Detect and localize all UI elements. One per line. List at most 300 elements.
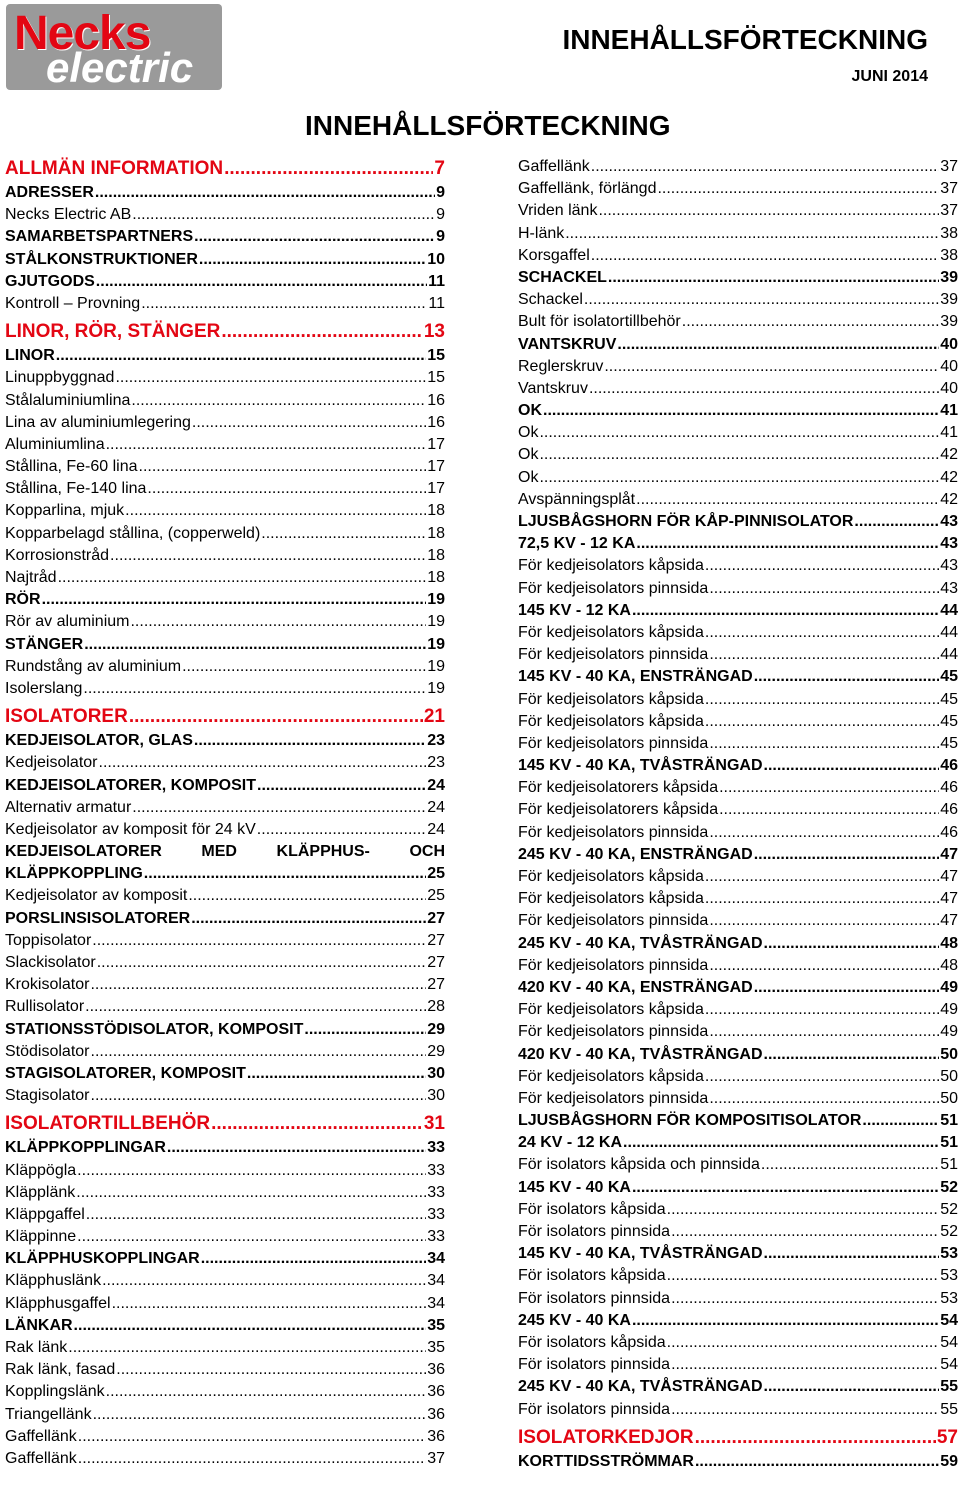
toc-section-entry[interactable] <box>518 1310 958 1332</box>
toc-section-entry[interactable] <box>5 634 445 656</box>
toc-dot-leader <box>709 733 939 755</box>
toc-page-number: 24 <box>427 798 445 816</box>
toc-page-number: 45 <box>940 690 958 708</box>
toc-dot-leader <box>106 1381 427 1403</box>
toc-chapter-entry[interactable] <box>5 155 445 182</box>
toc-entry-title: ADRESSER <box>5 184 94 201</box>
toc-entry[interactable] <box>5 819 445 841</box>
toc-page-number: 30 <box>427 1087 445 1105</box>
toc-page-number: 38 <box>940 224 958 242</box>
toc-dot-leader <box>705 888 939 910</box>
toc-entry[interactable] <box>5 523 445 545</box>
toc-entry-title: STATIONSSTÖDISOLATOR, KOMPOSIT <box>5 1020 304 1038</box>
toc-page-number: 54 <box>940 1356 958 1374</box>
toc-page-number: 57 <box>936 1426 958 1448</box>
toc-dot-leader <box>86 1204 426 1226</box>
toc-entry[interactable] <box>518 866 958 888</box>
toc-section-entry[interactable] <box>5 182 445 204</box>
toc-dot-leader <box>705 1066 939 1088</box>
toc-dot-leader <box>147 478 426 500</box>
toc-entry[interactable] <box>5 1426 445 1448</box>
toc-dot-leader <box>565 223 939 245</box>
toc-entry-title: 145 KV - 40 KA, TVÅSTRÄNGAD <box>518 757 763 775</box>
toc-dot-leader <box>584 289 939 311</box>
toc-dot-leader <box>99 752 427 774</box>
toc-entry-title: GJUTGODS <box>5 272 95 290</box>
toc-entry-title: STÅLKONSTRUKTIONER <box>5 250 198 268</box>
toc-page-number: 45 <box>940 712 958 730</box>
toc-entry-title: 145 KV - 12 KA <box>518 601 631 619</box>
toc-entry[interactable] <box>5 996 445 1018</box>
toc-entry-title: SAMARBETSPARTNERS <box>5 228 194 246</box>
toc-page-number: 19 <box>427 657 445 675</box>
toc-section-entry[interactable] <box>518 1376 958 1398</box>
toc-page-number: 37 <box>427 1449 445 1467</box>
toc-entry-title: Kläpphuslänk <box>5 1272 102 1290</box>
toc-dot-leader <box>764 933 940 955</box>
toc-entry-title: För kedjeisolators pinnsida <box>518 823 709 841</box>
toc-entry-title: För kedjeisolators kåpsida <box>518 890 704 908</box>
toc-entry[interactable] <box>518 955 958 977</box>
toc-entry[interactable] <box>518 356 958 378</box>
toc-entry-title: Kedjeisolator av komposit <box>5 887 188 905</box>
toc-entry[interactable] <box>518 622 958 644</box>
toc-page-number: 48 <box>940 956 958 974</box>
toc-section-entry[interactable] <box>5 1019 445 1041</box>
toc-dot-leader <box>754 844 939 866</box>
toc-entry[interactable] <box>518 999 958 1021</box>
toc-dot-leader <box>83 678 426 700</box>
toc-chapter-entry[interactable] <box>5 703 445 730</box>
toc-entry-title: 145 KV - 40 KA <box>518 1178 631 1196</box>
toc-dot-leader <box>139 456 427 478</box>
toc-dot-leader <box>539 444 939 466</box>
toc-entry-title: OK <box>518 402 542 420</box>
toc-entry[interactable] <box>518 489 958 511</box>
toc-entry[interactable] <box>518 733 958 755</box>
toc-section-entry[interactable] <box>5 863 445 885</box>
toc-entry[interactable] <box>5 1448 445 1470</box>
toc-entry[interactable] <box>518 578 958 600</box>
toc-dot-leader <box>598 200 939 222</box>
toc-dot-leader <box>115 367 426 389</box>
toc-page-number: 19 <box>427 591 445 609</box>
toc-dot-leader <box>671 1399 939 1421</box>
toc-page-number: 24 <box>427 776 445 794</box>
toc-dot-leader <box>90 974 426 996</box>
toc-entry-title: 145 KV - 40 KA, ENSTRÄNGAD <box>518 668 753 686</box>
toc-section-entry[interactable] <box>518 1451 958 1473</box>
toc-entry[interactable] <box>5 1226 445 1248</box>
toc-entry[interactable] <box>5 412 445 434</box>
toc-entry-title: Najtråd <box>5 569 57 586</box>
toc-section-entry[interactable] <box>518 933 958 955</box>
toc-entry[interactable] <box>5 1337 445 1359</box>
toc-entry-title: Isolerslang <box>5 679 83 697</box>
toc-entry-title: Linuppbyggnad <box>5 369 115 387</box>
toc-page-number: 39 <box>940 291 958 309</box>
toc-dot-leader <box>182 656 426 678</box>
toc-entry[interactable] <box>5 1204 445 1226</box>
toc-entry-title: Kläppgaffel <box>5 1205 85 1223</box>
toc-dot-leader <box>705 622 939 644</box>
toc-entry-title: RÖR <box>5 591 41 609</box>
toc-entry-title: 245 KV - 40 KA, TVÅSTRÄNGAD <box>518 1378 763 1396</box>
toc-entry-title: Kläppinne <box>5 1228 77 1246</box>
toc-page-number: 30 <box>427 1064 445 1082</box>
logo-text-necks: Necks <box>14 7 151 60</box>
toc-dot-leader <box>112 1293 427 1315</box>
toc-entry-title: För kedjeisolators kåpsida <box>518 1001 704 1019</box>
toc-page-number: 10 <box>427 250 445 268</box>
toc-entry[interactable] <box>5 952 445 974</box>
toc-entry[interactable] <box>5 1041 445 1063</box>
toc-page-number: 50 <box>940 1067 958 1085</box>
toc-dot-leader <box>709 910 939 932</box>
toc-entry[interactable] <box>5 390 445 412</box>
toc-entry[interactable] <box>5 752 445 774</box>
toc-page-number: 9 <box>436 228 445 246</box>
toc-dot-leader <box>695 1424 936 1451</box>
toc-entry-title: För kedjeisolators pinnsida <box>518 579 709 597</box>
toc-dot-leader <box>97 952 427 974</box>
toc-page-number: 51 <box>940 1156 958 1174</box>
toc-entry-title: KLÄPPKOPPLING <box>5 865 143 883</box>
toc-entry-title: KEDJEISOLATORER, KOMPOSIT <box>5 776 256 794</box>
toc-entry[interactable] <box>5 656 445 678</box>
toc-dot-leader <box>211 1110 423 1137</box>
toc-entry[interactable] <box>518 1221 958 1243</box>
toc-entry-title: VANTSKRUV <box>518 335 617 353</box>
toc-dot-leader <box>194 730 426 752</box>
toc-page-number: 47 <box>940 890 958 908</box>
toc-entry-title: Necks Electric AB <box>5 206 132 224</box>
toc-page-number: 18 <box>427 502 445 520</box>
toc-page-number: 17 <box>427 480 445 498</box>
toc-entry[interactable] <box>5 797 445 819</box>
toc-entry[interactable] <box>5 1160 445 1182</box>
toc-section-entry[interactable] <box>518 1110 958 1132</box>
toc-entry[interactable] <box>5 293 445 315</box>
toc-dot-leader <box>201 1248 427 1270</box>
toc-entry-title: Lina av aluminiumlegering <box>5 413 191 431</box>
toc-dot-leader <box>110 545 426 567</box>
toc-dot-leader <box>695 1451 939 1473</box>
toc-entry-title: För kedjeisolators kåpsida <box>518 690 704 708</box>
toc-page-number: 25 <box>427 865 445 883</box>
toc-dot-leader <box>129 703 423 730</box>
toc-entry[interactable] <box>518 777 958 799</box>
toc-page-number: 46 <box>940 801 958 819</box>
toc-entry-title: Ok <box>518 446 539 464</box>
toc-page-number: 23 <box>427 754 445 772</box>
toc-entry[interactable] <box>5 204 445 226</box>
toc-dot-leader <box>709 822 939 844</box>
toc-entry[interactable] <box>5 367 445 389</box>
toc-dot-leader <box>608 267 939 289</box>
toc-entry-title: KLÄPPKOPPLINGAR <box>5 1139 166 1157</box>
toc-page-number: 47 <box>940 912 958 930</box>
toc-entry[interactable] <box>518 200 958 222</box>
toc-section-entry[interactable] <box>5 589 445 611</box>
toc-entry[interactable] <box>518 1066 958 1088</box>
toc-entry-title: ISOLATORER <box>5 706 128 728</box>
toc-chapter-entry[interactable] <box>518 1424 958 1451</box>
toc-page-number: 55 <box>940 1378 958 1396</box>
toc-entry[interactable] <box>518 289 958 311</box>
toc-entry-title: Rak länk <box>5 1339 68 1356</box>
toc-entry[interactable] <box>518 156 958 178</box>
toc-entry[interactable] <box>5 545 445 567</box>
toc-entry[interactable] <box>5 500 445 522</box>
toc-entry[interactable] <box>518 822 958 844</box>
toc-page-number: 23 <box>427 732 445 750</box>
toc-section-entry[interactable] <box>5 841 445 863</box>
toc-section-entry[interactable] <box>518 1132 958 1154</box>
toc-section-entry[interactable] <box>5 1063 445 1085</box>
toc-entry-title: SCHACKEL <box>518 268 607 286</box>
toc-page-number: 18 <box>427 524 445 542</box>
toc-entry-title: KEDJEISOLATOR, GLAS <box>5 732 193 750</box>
toc-entry[interactable] <box>5 434 445 456</box>
toc-page-number: 33 <box>427 1183 445 1201</box>
toc-page-number: 46 <box>940 757 958 775</box>
toc-page-number: 36 <box>427 1361 445 1379</box>
toc-entry[interactable] <box>518 223 958 245</box>
toc-dot-leader <box>709 955 939 977</box>
toc-entry[interactable] <box>518 444 958 466</box>
toc-section-entry[interactable] <box>518 600 958 622</box>
toc-entry-title: Rör av aluminium <box>5 613 130 631</box>
toc-entry[interactable] <box>518 1199 958 1221</box>
toc-section-entry[interactable] <box>518 267 958 289</box>
toc-section-entry[interactable] <box>518 400 958 422</box>
toc-entry-title: Kopplingslänk <box>5 1383 105 1401</box>
toc-page-number: 34 <box>427 1250 445 1268</box>
toc-dot-leader <box>95 182 435 204</box>
toc-page-number: 43 <box>940 513 958 530</box>
toc-entry-title: För kedjeisolators kåpsida <box>518 712 704 730</box>
toc-entry[interactable] <box>5 1381 445 1403</box>
toc-dot-leader <box>709 644 939 666</box>
toc-entry[interactable] <box>518 799 958 821</box>
toc-page-number: 49 <box>940 1023 958 1041</box>
toc-entry-title: Avspänningsplåt <box>518 490 636 508</box>
toc-page-number: 53 <box>940 1267 958 1285</box>
toc-section-entry[interactable] <box>518 1044 958 1066</box>
toc-entry-title: Kläpphusgaffel <box>5 1294 111 1312</box>
toc-section-entry[interactable] <box>518 977 958 999</box>
toc-page-number: 40 <box>940 335 958 353</box>
toc-entry-title: För kedjeisolators kåpsida <box>518 557 704 575</box>
toc-page-number: 18 <box>427 546 445 564</box>
toc-entry-title: 420 KV - 40 KA, TVÅSTRÄNGAD <box>518 1045 763 1063</box>
toc-entry[interactable] <box>5 456 445 478</box>
toc-entry-title: Stållina, Fe-60 lina <box>5 458 138 476</box>
toc-dot-leader <box>106 434 427 456</box>
toc-entry-title: Gaffellänk <box>5 1427 77 1445</box>
toc-entry[interactable] <box>5 1085 445 1107</box>
toc-page-number: 49 <box>940 978 958 996</box>
toc-page-number: 42 <box>940 490 958 508</box>
toc-dot-leader <box>705 999 939 1021</box>
toc-entry-title: LÄNKAR <box>5 1316 73 1334</box>
toc-dot-leader <box>91 1085 427 1107</box>
toc-section-entry[interactable] <box>518 1177 958 1199</box>
toc-dot-leader <box>125 500 426 522</box>
toc-dot-leader <box>682 311 939 333</box>
toc-entry[interactable] <box>518 422 958 444</box>
toc-dot-leader <box>257 775 426 797</box>
toc-entry[interactable] <box>5 1270 445 1292</box>
toc-entry[interactable] <box>518 1332 958 1354</box>
toc-section-entry[interactable] <box>5 908 445 930</box>
toc-page-number: 40 <box>940 357 958 375</box>
toc-entry[interactable] <box>518 644 958 666</box>
toc-entry-title: ISOLATORTILLBEHÖR <box>5 1113 211 1135</box>
toc-section-entry[interactable] <box>5 1248 445 1270</box>
toc-section-entry[interactable] <box>5 226 445 248</box>
toc-entry[interactable] <box>518 711 958 733</box>
toc-entry[interactable] <box>518 311 958 333</box>
toc-entry-title: Rullisolator <box>5 998 85 1016</box>
toc-page-number: 43 <box>940 535 958 553</box>
toc-entry-title: För kedjeisolators pinnsida <box>518 1023 709 1041</box>
toc-page-number: 29 <box>427 1020 445 1038</box>
toc-dot-leader <box>74 1315 427 1337</box>
toc-entry[interactable] <box>5 567 445 589</box>
toc-page-number: 52 <box>940 1223 958 1240</box>
toc-entry[interactable] <box>5 611 445 633</box>
toc-dot-leader <box>91 1041 427 1063</box>
toc-page-number: 9 <box>436 206 445 224</box>
toc-page-number: 48 <box>940 934 958 952</box>
toc-entry[interactable] <box>518 689 958 711</box>
toc-entry[interactable] <box>5 885 445 907</box>
toc-dot-leader <box>671 1354 939 1376</box>
toc-page-number: 44 <box>940 601 958 619</box>
toc-section-entry[interactable] <box>518 755 958 777</box>
toc-entry[interactable] <box>5 1404 445 1426</box>
toc-dot-leader <box>257 819 426 841</box>
toc-chapter-entry[interactable] <box>5 318 445 345</box>
toc-section-entry[interactable] <box>518 1243 958 1265</box>
toc-entry-title: LJUSBÅGSHORN FÖR KÅP-PINNISOLATOR <box>518 513 854 530</box>
toc-dot-leader <box>632 600 939 622</box>
toc-section-entry[interactable] <box>5 271 445 293</box>
toc-entry-title: Kopparlina, mjuk <box>5 502 125 520</box>
toc-dot-leader <box>539 467 939 489</box>
toc-entry-title: KLÄPPHUSKOPPLINGAR <box>5 1250 200 1268</box>
toc-entry-title: H-länk <box>518 224 565 242</box>
toc-dot-leader <box>191 908 426 930</box>
toc-chapter-entry[interactable] <box>5 1110 445 1137</box>
toc-entry-title: Rak länk, fasad <box>5 1361 116 1379</box>
toc-entry[interactable] <box>518 1088 958 1110</box>
toc-page-number: 54 <box>940 1333 958 1351</box>
toc-entry-title: För isolators pinnsida <box>518 1400 671 1418</box>
toc-dot-leader <box>131 390 426 412</box>
toc-dot-leader <box>671 1221 939 1243</box>
toc-entry[interactable] <box>5 478 445 500</box>
toc-section-entry[interactable] <box>518 533 958 555</box>
toc-entry[interactable] <box>518 1021 958 1043</box>
toc-entry[interactable] <box>5 930 445 952</box>
toc-section-entry[interactable] <box>5 730 445 752</box>
toc-section-entry[interactable] <box>5 1137 445 1159</box>
toc-page-number: 34 <box>427 1294 445 1312</box>
toc-entry[interactable] <box>518 1288 958 1310</box>
toc-left-column <box>5 152 445 1470</box>
toc-dot-leader <box>68 1337 426 1359</box>
toc-section-entry[interactable] <box>5 775 445 797</box>
toc-page-number: 38 <box>940 246 958 264</box>
toc-dot-leader <box>623 1132 939 1154</box>
toc-dot-leader <box>719 799 939 821</box>
toc-page-number: 54 <box>940 1311 958 1329</box>
toc-entry[interactable] <box>518 910 958 932</box>
toc-page-number: 52 <box>940 1178 958 1196</box>
toc-page-number: 29 <box>427 1042 445 1060</box>
toc-entry[interactable] <box>518 467 958 489</box>
toc-entry-title: För kedjeisolators pinnsida <box>518 912 709 930</box>
toc-entry[interactable] <box>5 1182 445 1204</box>
toc-entry[interactable] <box>5 1293 445 1315</box>
toc-entry[interactable] <box>518 1265 958 1287</box>
toc-entry-title: Gaffellänk <box>5 1449 77 1467</box>
toc-entry[interactable] <box>518 1399 958 1421</box>
toc-section-entry[interactable] <box>518 844 958 866</box>
toc-entry[interactable] <box>518 178 958 200</box>
toc-page-number: 11 <box>428 272 445 290</box>
toc-right-column <box>518 156 958 1473</box>
toc-page-number: 37 <box>940 158 958 175</box>
toc-entry-title: För kedjeisolators kåpsida <box>518 868 704 885</box>
toc-section-entry[interactable] <box>518 334 958 356</box>
toc-section-entry[interactable] <box>518 666 958 688</box>
toc-page-number: 7 <box>434 158 445 179</box>
toc-page-number: 28 <box>427 998 445 1016</box>
toc-entry[interactable] <box>5 1359 445 1381</box>
toc-entry[interactable] <box>518 378 958 400</box>
toc-section-entry[interactable] <box>518 511 958 533</box>
toc-entry[interactable] <box>518 245 958 267</box>
toc-page-number: 51 <box>940 1112 958 1130</box>
toc-entry-title: För isolators kåpsida och pinnsida <box>518 1156 760 1174</box>
toc-page-number: 45 <box>940 668 958 686</box>
toc-entry[interactable] <box>518 888 958 910</box>
necks-electric-logo <box>6 4 222 90</box>
toc-dot-leader <box>667 1199 940 1221</box>
toc-entry[interactable] <box>518 1154 958 1176</box>
toc-entry[interactable] <box>5 974 445 996</box>
toc-entry[interactable] <box>518 1354 958 1376</box>
toc-dot-leader <box>58 567 427 589</box>
toc-entry[interactable] <box>518 555 958 577</box>
toc-dot-leader <box>591 156 939 178</box>
toc-dot-leader <box>93 1404 427 1426</box>
toc-entry[interactable] <box>5 678 445 700</box>
toc-entry-title: För isolators kåpsida <box>518 1267 666 1285</box>
toc-page-number: 53 <box>940 1245 958 1263</box>
toc-section-entry[interactable] <box>5 249 445 271</box>
toc-entry-title: För kedjeisolators pinnsida <box>518 734 709 752</box>
toc-dot-leader <box>705 711 939 733</box>
toc-dot-leader <box>304 1019 426 1041</box>
toc-section-entry[interactable] <box>5 345 445 367</box>
toc-page-number: 19 <box>427 635 445 653</box>
toc-section-entry[interactable] <box>5 1315 445 1337</box>
